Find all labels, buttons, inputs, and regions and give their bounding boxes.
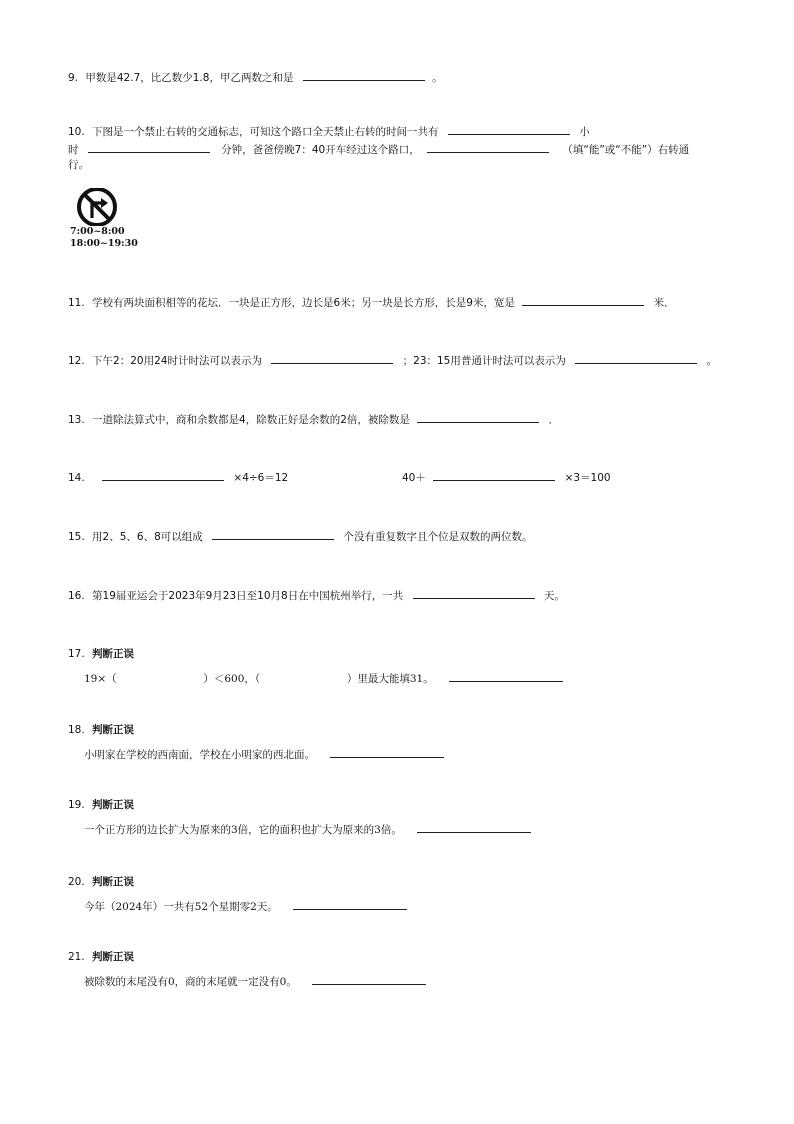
answer-blank[interactable]	[413, 588, 535, 599]
question-number: 15.	[68, 531, 85, 543]
statement-text: ）里最大能填31。	[346, 673, 434, 685]
expression: ×4÷6＝12	[233, 472, 289, 484]
question-text: 行。	[68, 159, 89, 171]
question-text: 下图是一个禁止右转的交通标志，可知这个路口全天禁止右转的时间一共有	[92, 126, 439, 138]
answer-blank[interactable]	[417, 412, 539, 423]
answer-blank[interactable]	[522, 295, 644, 306]
answer-blank[interactable]	[417, 822, 531, 833]
question-text: 甲数是42.7，比乙数少1.8，甲乙两数之和是	[85, 72, 294, 84]
question-label: 判断正误	[92, 648, 135, 660]
statement-text: ）＜600，（	[203, 673, 261, 685]
question-number: 13.	[68, 414, 85, 426]
question-18-statement	[84, 747, 444, 762]
answer-blank-24h[interactable]	[271, 353, 393, 364]
question-end: ．	[548, 414, 560, 426]
question-17	[68, 647, 134, 661]
question-number: 10.	[68, 126, 85, 138]
question-label: 判断正误	[92, 876, 135, 888]
statement-text: 今年（2024年）一共有52个星期零2天。	[84, 901, 278, 913]
question-11	[68, 295, 675, 310]
question-19	[68, 798, 134, 812]
question-text: 一道除法算式中，商和余数都是4，除数正好是余数的2倍，被除数是	[92, 414, 410, 426]
statement-text: 19×（	[84, 673, 117, 685]
question-10-line3	[68, 158, 89, 172]
question-text: 天。	[543, 590, 565, 602]
question-10	[68, 124, 590, 139]
question-20	[68, 875, 134, 889]
question-18	[68, 723, 134, 737]
question-end: 米．	[653, 297, 675, 309]
question-text: 个没有重复数字且个位是双数的两位数。	[343, 531, 533, 543]
answer-blank[interactable]	[449, 671, 563, 682]
no-right-turn-icon	[72, 188, 122, 230]
question-text: 时	[68, 144, 79, 156]
statement-text: 小明家在学校的西南面，学校在小明家的西北面。	[84, 749, 315, 761]
sign-time-1: 7:00~8:00	[70, 226, 125, 237]
question-17-statement	[84, 671, 563, 686]
question-20-statement	[84, 899, 407, 914]
question-number: 17.	[68, 648, 85, 660]
question-text: ；23：15用普通计时法可以表示为	[402, 355, 566, 367]
question-end: 。	[706, 355, 718, 367]
question-number: 19.	[68, 799, 85, 811]
question-label: 判断正误	[92, 951, 135, 963]
question-12	[68, 353, 717, 368]
question-number: 9.	[68, 72, 79, 84]
question-14	[68, 470, 628, 485]
answer-blank[interactable]	[330, 747, 444, 758]
question-number: 11.	[68, 297, 85, 309]
question-number: 12.	[68, 355, 85, 367]
answer-blank[interactable]	[212, 529, 334, 540]
answer-blank-minutes[interactable]	[88, 142, 210, 153]
question-text: 分钟，爸爸傍晚7：40开车经过这个路口，	[221, 144, 420, 156]
question-21	[68, 950, 134, 964]
question-13	[68, 412, 559, 427]
question-number: 16.	[68, 590, 85, 602]
question-9	[68, 70, 443, 85]
answer-blank-2[interactable]	[433, 470, 555, 481]
question-15	[68, 529, 532, 544]
question-text: 小	[579, 126, 590, 138]
question-text: 学校有两块面积相等的花坛．一块是正方形，边长是6米；另一块是长方形，长是9米，宽是	[92, 297, 515, 309]
expression: ×3＝100	[564, 472, 611, 484]
statement-text: 被除数的末尾没有0，商的末尾就一定没有0。	[84, 976, 297, 988]
sign-time-2: 18:00~19:30	[70, 238, 138, 249]
question-text: （填“能”或“不能”）右转通	[562, 144, 690, 156]
question-number: 21.	[68, 951, 85, 963]
expression: 40＋	[402, 472, 426, 484]
question-number: 14.	[68, 472, 85, 484]
statement-text: 一个正方形的边长扩大为原来的3倍，它的面积也扩大为原来的3倍。	[84, 824, 402, 836]
question-text: 下午2：20用24时计时法可以表示为	[92, 355, 262, 367]
answer-blank[interactable]	[312, 974, 426, 985]
question-label: 判断正误	[92, 724, 135, 736]
question-number: 18.	[68, 724, 85, 736]
question-21-statement	[84, 974, 426, 989]
question-10-line2	[68, 142, 689, 157]
question-end: 。	[432, 72, 443, 84]
answer-blank[interactable]	[293, 899, 407, 910]
question-text: 第19届亚运会于2023年9月23日至10月8日在中国杭州举行，一共	[92, 590, 404, 602]
answer-blank-12h[interactable]	[575, 353, 697, 364]
question-16	[68, 588, 565, 603]
answer-blank-hours[interactable]	[448, 124, 570, 135]
answer-blank[interactable]	[303, 70, 425, 81]
question-19-statement	[84, 822, 531, 837]
question-text: 用2、5、6、8可以组成	[92, 531, 203, 543]
question-label: 判断正误	[92, 799, 135, 811]
answer-blank-can[interactable]	[427, 142, 549, 153]
question-number: 20.	[68, 876, 85, 888]
answer-blank-1[interactable]	[102, 470, 224, 481]
